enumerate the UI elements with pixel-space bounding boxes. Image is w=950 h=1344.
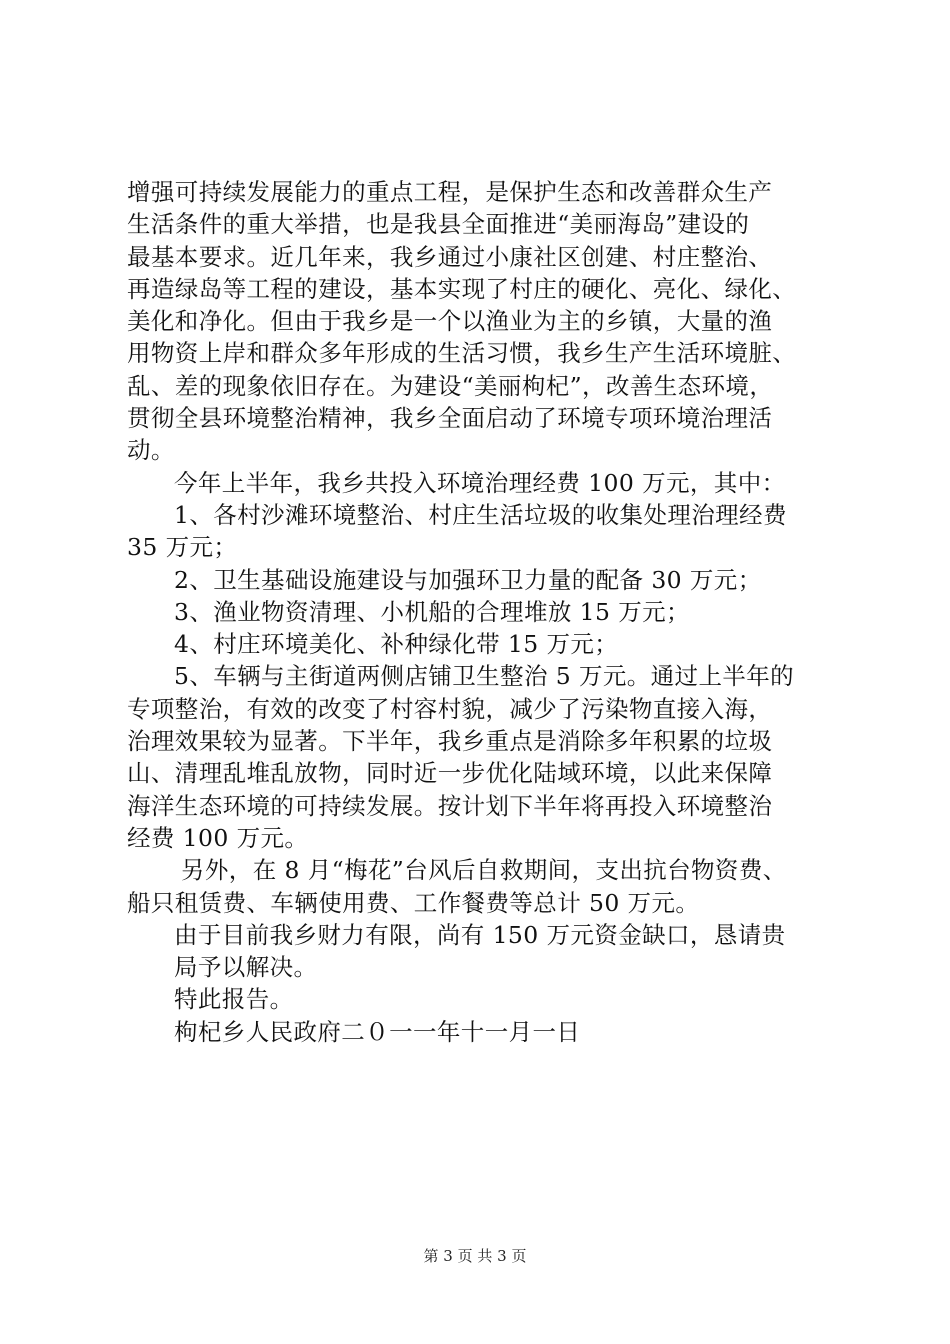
- text-line: 增强可持续发展能力的重点工程，是保护生态和改善群众生产: [127, 178, 773, 206]
- text-line: 5、车辆与主街道两侧店铺卫生整治 5 万元。通过上半年的: [174, 662, 795, 691]
- text-line: 由于目前我乡财力有限，尚有 150 万元资金缺口，恳请贵: [174, 920, 786, 949]
- text-line: 1、各村沙滩环境整治、村庄生活垃圾的收集处理治理经费: [174, 500, 787, 529]
- text-line: 治理效果较为显著。下半年，我乡重点是消除多年积累的垃圾: [127, 727, 773, 756]
- text-line: 动。: [127, 436, 175, 465]
- text-line: 2、卫生基础设施建设与加强环卫力量的配备 30 万元；: [174, 565, 762, 594]
- text-line: 经费 100 万元。: [127, 823, 309, 852]
- text-line: 再造绿岛等工程的建设，基本实现了村庄的硬化、亮化、绿化、: [127, 274, 797, 303]
- text-line: 乱、差的现象依旧存在。为建设“美丽枸杞”，改善生态环境，: [127, 371, 774, 400]
- text-line: 海洋生态环境的可持续发展。按计划下半年将再投入环境整治: [127, 791, 773, 820]
- text-line: 特此报告。: [174, 985, 294, 1014]
- text-line: 4、村庄环境美化、补种绿化带 15 万元；: [174, 630, 619, 659]
- text-line: 最基本要求。近几年来，我乡通过小康社区创建、村庄整治、: [127, 242, 773, 271]
- text-line: 生活条件的重大举措，也是我县全面推进“美丽海岛”建设的: [127, 210, 750, 239]
- document-body: [127, 176, 837, 1048]
- text-line: 今年上半年，我乡共投入环境治理经费 100 万元，其中：: [174, 468, 786, 497]
- text-line: 3、渔业物资清理、小机船的合理堆放 15 万元；: [174, 597, 690, 626]
- text-line: 山、清理乱堆乱放物，同时近一步优化陆域环境，以此来保障: [127, 759, 773, 788]
- text-line: 35 万元；: [127, 533, 238, 562]
- text-line: 枸杞乡人民政府二０一一年十一月一日: [174, 1017, 581, 1046]
- text-line: 美化和净化。但由于我乡是一个以渔业为主的乡镇，大量的渔: [127, 307, 773, 336]
- text-line: 贯彻全县环境整治精神，我乡全面启动了环境专项环境治理活: [127, 404, 773, 433]
- page-number: 第 3 页 共 3 页: [423, 1247, 527, 1265]
- text-line: 用物资上岸和群众多年形成的生活习惯，我乡生产生活环境脏、: [127, 339, 797, 368]
- text-line: 船只租赁费、车辆使用费、工作餐费等总计 50 万元。: [127, 888, 700, 917]
- text-line: 另外，在 8 月“梅花”台风后自救期间，支出抗台物资费、: [181, 856, 787, 885]
- text-line: 局予以解决。: [174, 953, 318, 982]
- text-line: 专项整治，有效的改变了村容村貌，减少了污染物直接入海，: [127, 694, 773, 723]
